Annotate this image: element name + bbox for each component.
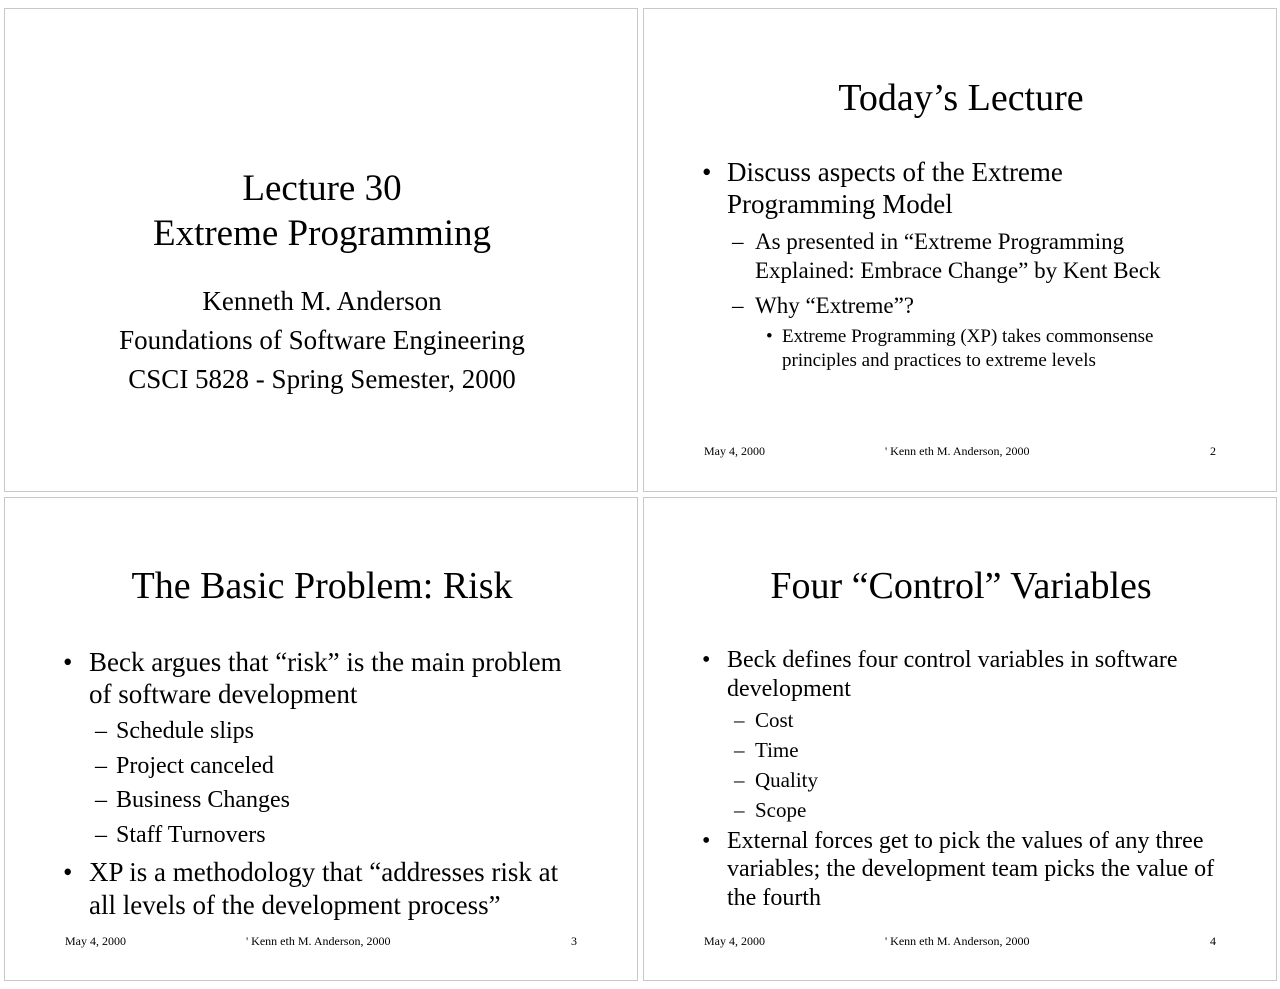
slide-3 — [4, 497, 638, 981]
bullet-dot-icon: • — [63, 647, 73, 677]
bullet-text: variables; the development team picks the value of — [727, 856, 1215, 882]
bullet-text: development — [727, 676, 851, 702]
footer-page-number: 3 — [571, 934, 577, 948]
slide-title: The Basic Problem: Risk — [131, 565, 513, 607]
slide-1 — [4, 8, 638, 492]
dash-icon: – — [734, 738, 745, 762]
sub-bullet-text: Explained: Embrace Change” by Kent Beck — [755, 258, 1161, 283]
dash-icon: – — [95, 822, 107, 848]
sub-bullet-text: Business Changes — [116, 787, 290, 813]
footer-copyright: ' Kenn eth M. Anderson, 2000 — [885, 934, 1030, 948]
dash-icon: – — [734, 768, 745, 792]
lecture-title: Extreme Programming — [152, 213, 492, 254]
dash-icon: – — [732, 229, 744, 254]
dash-icon: – — [734, 798, 745, 822]
footer-date: May 4, 2000 — [704, 444, 765, 458]
bullet-text: the fourth — [727, 885, 821, 911]
bullet-dot-icon: • — [702, 828, 711, 854]
bullet-dot-icon: • — [766, 326, 773, 347]
dash-icon: – — [734, 708, 745, 732]
footer-copyright: ' Kenn eth M. Anderson, 2000 — [246, 934, 391, 948]
bullet-text: Discuss aspects of the Extreme — [727, 157, 1063, 187]
sub-bullet-text: As presented in “Extreme Programming — [755, 229, 1125, 254]
sub-bullet-text: Why “Extreme”? — [755, 293, 914, 318]
slide-title: Today’s Lecture — [838, 77, 1084, 119]
dash-icon: – — [732, 293, 744, 318]
sub-bullet-text: Scope — [755, 798, 807, 822]
course-semester: CSCI 5828 - Spring Semester, 2000 — [128, 364, 516, 394]
slide-4 — [643, 497, 1277, 981]
sub-bullet-text: Cost — [755, 708, 794, 732]
footer-date: May 4, 2000 — [65, 934, 126, 948]
slide-title: Four “Control” Variables — [770, 565, 1152, 607]
bullet-text: Programming Model — [727, 189, 953, 219]
sub-bullet-text: Time — [755, 738, 799, 762]
bullet-text: XP is a methodology that “addresses risk at — [89, 857, 559, 887]
footer-page-number: 2 — [1210, 444, 1216, 458]
dash-icon: – — [95, 753, 107, 779]
bullet-text: External forces get to pick the values of any three — [727, 828, 1204, 854]
subsub-bullet-text: principles and practices to extreme levels — [782, 350, 1096, 371]
bullet-dot-icon: • — [702, 157, 712, 187]
sub-bullet-text: Staff Turnovers — [116, 822, 266, 848]
bullet-dot-icon: • — [63, 857, 73, 887]
bullet-text: Beck defines four control variables in software — [727, 647, 1178, 673]
footer-page-number: 4 — [1210, 934, 1216, 948]
dash-icon: – — [95, 718, 107, 744]
bullet-text: all levels of the development process” — [89, 890, 501, 920]
footer-date: May 4, 2000 — [704, 934, 765, 948]
course-name: Foundations of Software Engineering — [119, 325, 525, 355]
bullet-text: of software development — [89, 679, 358, 709]
bullet-dot-icon: • — [702, 647, 711, 673]
slide-2 — [643, 8, 1277, 492]
dash-icon: – — [95, 787, 107, 813]
subsub-bullet-text: Extreme Programming (XP) takes commonsense — [782, 326, 1154, 347]
author-name: Kenneth M. Anderson — [202, 286, 442, 316]
footer-copyright: ' Kenn eth M. Anderson, 2000 — [885, 444, 1030, 458]
sub-bullet-text: Schedule slips — [116, 718, 254, 744]
bullet-text: Beck argues that “risk” is the main problem — [89, 647, 562, 677]
sub-bullet-text: Project canceled — [116, 753, 274, 779]
lecture-number: Lecture 30 — [242, 168, 402, 209]
sub-bullet-text: Quality — [755, 768, 818, 792]
